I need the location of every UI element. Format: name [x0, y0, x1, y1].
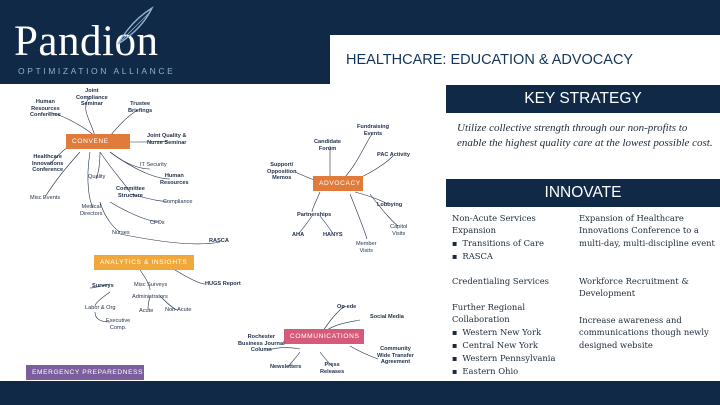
node-healthcare-innovations: Healthcare Innovations Conference [32, 154, 64, 174]
item-title: Further Regional Collaboration [452, 302, 525, 325]
bullet-list [452, 237, 570, 264]
node-it-security: IT Security [140, 162, 167, 168]
node-candidate-forum: Candidate Forum [314, 139, 342, 152]
innovate-item-workforce: Workforce Recruitment & Development [579, 276, 689, 299]
node-administrators: Administrators [132, 294, 168, 300]
node-cfos: CFOs [150, 220, 165, 226]
node-pac-activity: PAC Activity [377, 152, 410, 158]
node-medical-directors: Medical Directors [80, 204, 103, 217]
node-support-opposition: Support/ Opposition Memos [267, 162, 297, 182]
key-strategy-heading: KEY STRATEGY [524, 90, 642, 107]
innovate-heading: INNOVATE [544, 184, 622, 201]
hub-emergency: EMERGENCY PREPAREDNESS [26, 365, 144, 380]
bullet-item: ▪ Transitions of Care [452, 237, 570, 250]
node-newsletters: Newsletters [270, 364, 302, 370]
node-committee-structure: Committee Structure [116, 186, 145, 199]
node-nurses: Nurses [112, 230, 130, 236]
node-capitol-visits: Capitol Visits [390, 224, 408, 237]
node-labor-org: Labor & Org [85, 305, 116, 311]
hub-advocacy: ADVOCACY [313, 176, 363, 191]
node-quality: Quality [88, 174, 106, 180]
bullet-item: ▪ Eastern Ohio [452, 365, 570, 378]
node-joint-compliance: Joint Compliance Seminar [76, 88, 108, 108]
hub-convene: CONVENE [66, 134, 130, 149]
node-lobbying: Lobbying [377, 202, 403, 208]
bullet-item: ▪ Western Pennsylvania [452, 352, 570, 365]
node-partnerships: Partnerships [297, 212, 332, 218]
bullet-item: ▪ RASCA [452, 250, 570, 263]
hub-analytics: ANALYTICS & INSIGHTS [94, 255, 194, 270]
brand-logo: Pandion [14, 18, 159, 65]
key-strategy-text: Utilize collective strength through our non-profits to enable the highest quality care at the lowest possible cost. [457, 122, 713, 149]
innovate-item-non-acute [452, 212, 570, 263]
node-rasca: RASCA [209, 238, 229, 244]
innovate-item-credentialing: Credentialing Services [452, 276, 549, 286]
node-trustee-briefings: Trustee Briefings [128, 101, 153, 114]
node-aha: AHA [292, 232, 305, 238]
innovate-item-awareness: Increase awareness and communications though newly designed website [579, 315, 709, 350]
mind-map [0, 84, 446, 380]
node-community-transfer: Community Wide Transfer Agreement [377, 346, 414, 366]
node-hugs-report: HUGS Report [205, 281, 241, 287]
node-human-resources: Human Resources [160, 173, 189, 186]
brand-tagline: OPTIMIZATION ALLIANCE [18, 66, 176, 76]
node-hanys: HANYS [323, 232, 343, 238]
node-fundraising-events: Fundraising Events [357, 124, 390, 137]
node-non-acute: Non-Acute [165, 307, 192, 313]
footer-band [0, 381, 720, 405]
node-misc-surveys: Misc Surveys [134, 282, 168, 288]
node-surveys: Surveys [92, 283, 114, 289]
node-human-resources-conference: Human Resources Conference [30, 99, 61, 119]
node-executive-comp: Executive Comp. [106, 318, 131, 331]
node-member-visits: Member Visits [356, 241, 377, 254]
node-op-ede: Op-ede [337, 304, 357, 310]
page-title: HEALTHCARE: EDUCATION & ADVOCACY [346, 52, 634, 68]
bullet-list [452, 326, 570, 379]
feather-icon [112, 6, 156, 46]
node-acute: Acute [139, 308, 154, 314]
node-compliance: Compliance [163, 199, 193, 205]
bullet-item: ▪ Central New York [452, 339, 570, 352]
node-rochester-business-journal: Rochester Business Journal Column [238, 334, 285, 354]
node-joint-quality: Joint Quality & Nurse Seminar [147, 133, 187, 146]
innovate-item-regional [452, 301, 570, 379]
node-social-media: Social Media [370, 314, 404, 320]
node-misc-events: Misc Events [30, 195, 61, 201]
item-title: Non-Acute Services Expansion [452, 213, 536, 236]
node-press-releases: Press Releases [320, 362, 345, 375]
bullet-item: ▪ Western New York [452, 326, 570, 339]
innovate-item-conference: Expansion of Healthcare Innovations Conference to a multi-day, multi-discipline event [579, 213, 715, 248]
hub-communications: COMMUNICATIONS [284, 329, 364, 344]
